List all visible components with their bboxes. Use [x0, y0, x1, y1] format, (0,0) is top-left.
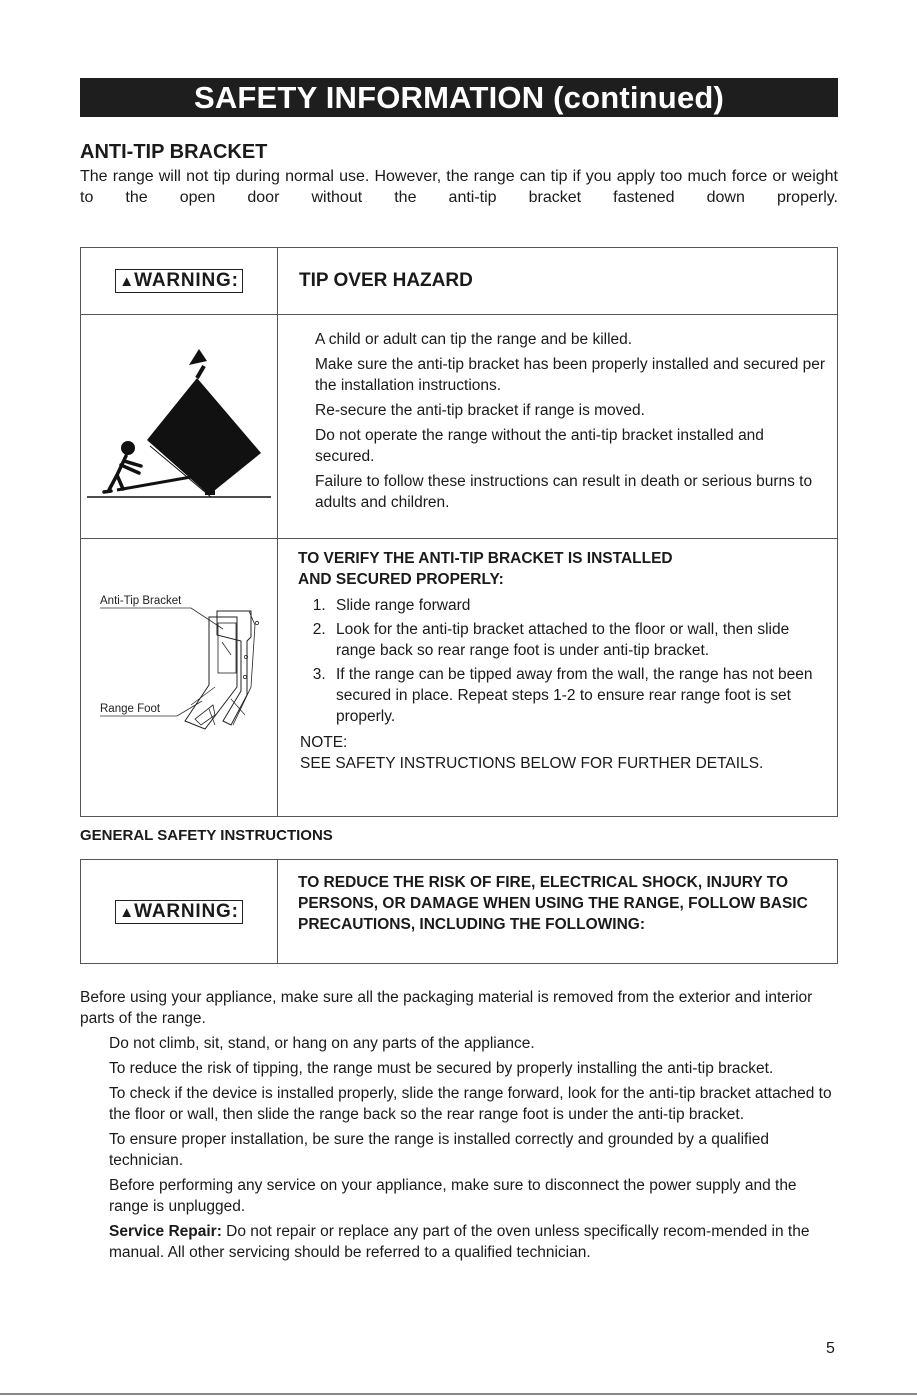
general-instructions [80, 987, 838, 1267]
section-title-anti-tip: ANTI-TIP BRACKET [80, 141, 268, 163]
bracket-diagram-cell [81, 539, 278, 817]
general-warning-box [80, 859, 838, 964]
verify-heading [278, 539, 837, 590]
general-instruction-item: To check if the device is installed properly, slide the range forward, look for the anti-tip bracket attached to the floor or wall, then slide the range back so the rear range foot is under the anti-tip bracket. [109, 1085, 832, 1123]
note-label: NOTE: [300, 734, 348, 751]
general-warning-text: TO REDUCE THE RISK OF FIRE, ELECTRICAL SHOCK, INJURY TO PERSONS, OR DAMAGE WHEN USING THE RANGE, FOLLOW BASIC PRECAUTIONS, INCLUDING THE FOLLOWING: [298, 874, 808, 933]
warning-label: WARNING: [134, 270, 239, 291]
general-warning-cell [81, 860, 278, 964]
general-instruction-item: Do not climb, sit, stand, or hang on any parts of the appliance. [109, 1035, 535, 1052]
general-intro: Before using your appliance, make sure all the packaging material is removed from the exterior and interior parts of the range. [80, 989, 813, 1027]
general-instruction-list [80, 1033, 838, 1263]
footer-rule [0, 1393, 917, 1395]
service-repair-text: Do not repair or replace any part of the oven unless specifically recom-mended in the manual. All other servicing should be referred to a qualified technician. [109, 1223, 810, 1261]
tip-warning-bullets-cell [278, 315, 838, 539]
warning-triangle-icon: ▲ [119, 273, 135, 290]
verify-steps [278, 595, 837, 727]
hazard-title: TIP OVER HAZARD [299, 270, 473, 291]
general-instruction-item: To reduce the risk of tipping, the range must be secured by properly installing the anti-tip bracket. [109, 1060, 774, 1077]
note-block [278, 730, 837, 774]
anti-tip-bracket-diagram [81, 539, 277, 811]
verify-instructions-cell [278, 539, 838, 817]
range-tipping-illustration [81, 315, 277, 533]
warning-badge [115, 900, 242, 924]
warning-label: WARNING: [134, 900, 239, 922]
service-repair-label: Service Repair: [109, 1223, 222, 1240]
verify-step: 1. Slide range forward [330, 595, 827, 616]
general-instruction-item [109, 1221, 838, 1263]
page-number: 5 [826, 1340, 835, 1357]
general-instruction-item: To ensure proper installation, be sure the range is installed correctly and grounded by a qualified technician. [109, 1131, 770, 1169]
tip-warning-bullet: Do not operate the range without the anti-tip bracket installed and secured. [315, 427, 764, 465]
warning-triangle-icon: ▲ [119, 903, 135, 921]
note-text: SEE SAFETY INSTRUCTIONS BELOW FOR FURTHER DETAILS. [300, 755, 764, 772]
general-instruction-item: Before performing any service on your appliance, make sure to disconnect the power supply and the range is unplugged. [109, 1177, 797, 1215]
range-foot-label: Range Foot [100, 703, 161, 715]
tip-warning-bullets [278, 315, 837, 513]
verify-step: 3. If the range can be tipped away from the wall, the range has not been secured in place. Repeat steps 1-2 to ensure rear range foot is set properly. [330, 664, 827, 727]
general-warning-text-cell [278, 860, 838, 964]
page-banner: SAFETY INFORMATION (continued) [80, 78, 838, 117]
tip-over-warning-box [80, 247, 838, 817]
tip-illustration-cell [81, 315, 278, 539]
tip-warning-bullet: A child or adult can tip the range and be killed. [315, 331, 633, 348]
verify-step: 2. Look for the anti-tip bracket attached to the floor or wall, then slide range back so rear range foot is under anti-tip bracket. [330, 619, 827, 661]
tip-warning-bullet: Make sure the anti-tip bracket has been properly installed and secured per the installation instructions. [315, 356, 826, 394]
verify-heading-line: TO VERIFY THE ANTI-TIP BRACKET IS INSTALLED [298, 550, 673, 567]
anti-tip-intro: The range will not tip during normal use. However, the range can tip if you apply too much force or weight to the open door without the anti-tip bracket fastened down properly. [80, 168, 838, 206]
bracket-label: Anti-Tip Bracket [100, 595, 182, 607]
warning-badge [115, 269, 242, 293]
tip-warning-bullet: Failure to follow these instructions can result in death or serious burns to adults and children. [315, 473, 813, 511]
hazard-title-cell [278, 248, 838, 315]
warning-cell [81, 248, 278, 315]
general-safety-heading: GENERAL SAFETY INSTRUCTIONS [80, 827, 333, 844]
verify-heading-line: AND SECURED PROPERLY: [298, 571, 504, 588]
tip-warning-bullet: Re-secure the anti-tip bracket if range is moved. [315, 402, 645, 419]
